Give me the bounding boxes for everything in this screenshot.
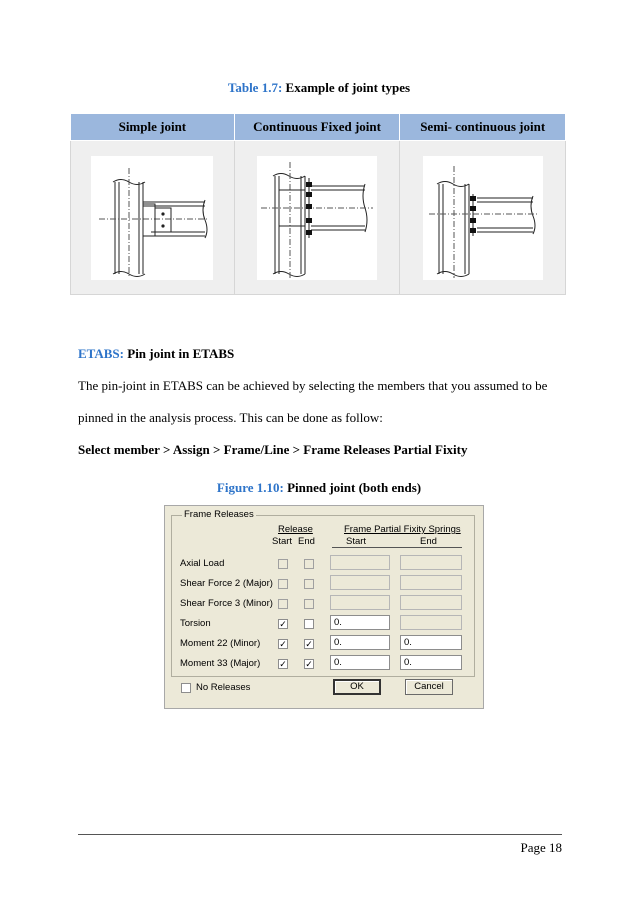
- moment-33-end-checkbox[interactable]: ✓: [305, 659, 313, 669]
- frame-releases-dialog: [164, 505, 484, 709]
- simple-joint-cell: [71, 141, 235, 295]
- moment-33-spring-start[interactable]: 0.: [330, 655, 390, 670]
- springs-end-header: End: [420, 536, 437, 547]
- etabs-heading-label: ETABS:: [78, 346, 124, 361]
- release-header: Release: [278, 524, 313, 535]
- torsion-end-checkbox[interactable]: [304, 619, 314, 629]
- moment-22-end-checkbox[interactable]: ✓: [305, 639, 313, 649]
- moment-22-spring-start[interactable]: 0.: [330, 635, 390, 650]
- ok-button[interactable]: OK: [333, 679, 381, 695]
- header-simple-joint: Simple joint: [71, 114, 235, 141]
- group-title: Frame Releases: [184, 509, 254, 520]
- row-label-shear-force-2: Shear Force 2 (Major): [180, 578, 273, 589]
- table-caption-text: Example of joint types: [282, 80, 411, 95]
- shear-2-start-checkbox[interactable]: [278, 579, 288, 589]
- header-continuous-fixed-joint: Continuous Fixed joint: [234, 114, 400, 141]
- release-end-header: End: [298, 536, 315, 547]
- axial-load-spring-end[interactable]: [400, 555, 462, 570]
- table-caption-number: Table 1.7:: [227, 80, 283, 95]
- no-releases-label: No Releases: [196, 682, 251, 693]
- torsion-spring-end[interactable]: [400, 615, 462, 630]
- continuous-fixed-joint-cell: [234, 141, 400, 295]
- simple-joint-drawing: [91, 156, 213, 280]
- cancel-button[interactable]: Cancel: [405, 679, 453, 695]
- paragraph-line-2: pinned in the analysis process. This can be done as follow:: [78, 410, 383, 425]
- page-number: Page 18: [520, 840, 562, 855]
- no-releases-checkbox[interactable]: [181, 683, 191, 693]
- row-label-moment-22: Moment 22 (Minor): [180, 638, 261, 649]
- torsion-start-checkbox[interactable]: ✓: [279, 619, 287, 629]
- semi-continuous-joint-drawing: [423, 156, 543, 280]
- menu-path: Select member > Assign > Frame/Line > Frame Releases Partial Fixity: [78, 442, 468, 457]
- row-label-shear-force-3: Shear Force 3 (Minor): [180, 598, 273, 609]
- moment-33-start-checkbox[interactable]: ✓: [279, 659, 287, 669]
- shear-3-end-checkbox[interactable]: [304, 599, 314, 609]
- shear-3-start-checkbox[interactable]: [278, 599, 288, 609]
- shear-3-spring-end[interactable]: [400, 595, 462, 610]
- release-start-header: Start: [272, 536, 293, 547]
- moment-33-spring-end[interactable]: 0.: [400, 655, 462, 670]
- paragraph-line-1: The pin-joint in ETABS can be achieved by selecting the members that you assumed to be: [78, 378, 548, 393]
- semi-continuous-joint-cell: [400, 141, 566, 295]
- axial-load-spring-start[interactable]: [330, 555, 390, 570]
- header-semi-continuous-joint: Semi- continuous joint: [400, 114, 566, 141]
- axial-load-end-checkbox[interactable]: [304, 559, 314, 569]
- springs-header: Frame Partial Fixity Springs: [344, 524, 461, 535]
- continuous-fixed-joint-drawing: [257, 156, 377, 280]
- etabs-heading: [78, 346, 234, 362]
- shear-2-end-checkbox[interactable]: [304, 579, 314, 589]
- shear-2-spring-start[interactable]: [330, 575, 390, 590]
- footer-rule: [78, 834, 562, 835]
- table-caption: [0, 80, 638, 96]
- springs-start-header: Start: [346, 536, 367, 547]
- moment-22-spring-end[interactable]: 0.: [400, 635, 462, 650]
- springs-header-rule: [332, 547, 462, 548]
- figure-caption-text: Pinned joint (both ends): [283, 480, 422, 495]
- joint-types-table: [70, 113, 566, 295]
- figure-caption: [0, 480, 638, 496]
- row-label-axial-load: Axial Load: [180, 558, 225, 569]
- frame-releases-group: [171, 509, 475, 677]
- figure-caption-number: Figure 1.10:: [216, 480, 284, 495]
- axial-load-start-checkbox[interactable]: [278, 559, 288, 569]
- shear-2-spring-end[interactable]: [400, 575, 462, 590]
- etabs-heading-text: Pin joint in ETABS: [124, 346, 235, 361]
- row-label-moment-33: Moment 33 (Major): [180, 658, 261, 669]
- torsion-spring-start[interactable]: 0.: [330, 615, 390, 630]
- shear-3-spring-start[interactable]: [330, 595, 390, 610]
- row-label-torsion: Torsion: [180, 618, 211, 629]
- moment-22-start-checkbox[interactable]: ✓: [279, 639, 287, 649]
